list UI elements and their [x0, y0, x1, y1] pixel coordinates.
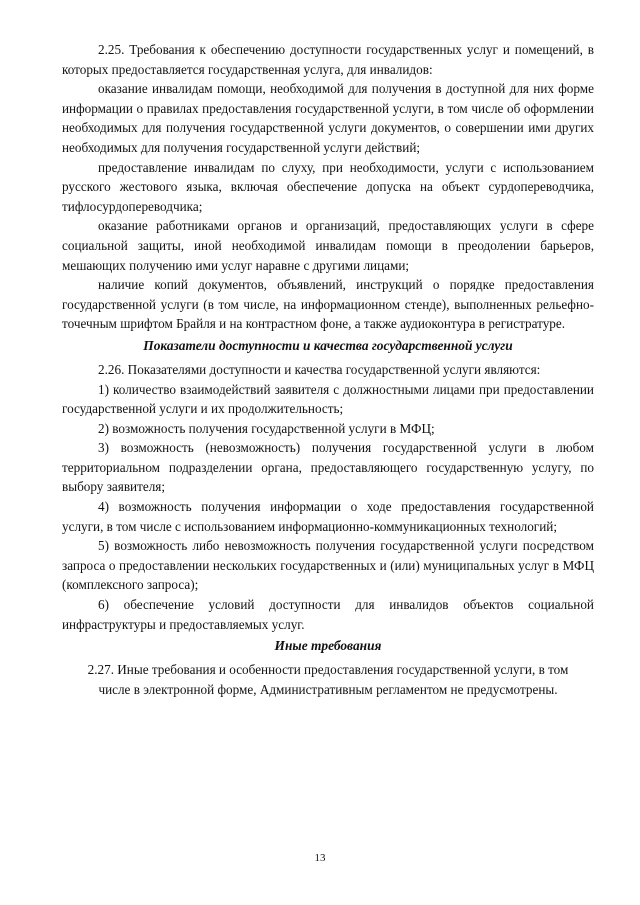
- indicator-item: 3) возможность (невозможность) получения государственной услуги в любом территориальном подразделении органа, предоставляющего государственную услугу, по выбору заявителя;: [62, 440, 594, 495]
- requirement-item: наличие копий документов, объявлений, инструкций о порядке предоставления государственной услуги (в том числе, на информационном стенде), выполненных рельефно-точечным шрифтом Брайля и на контрастном фоне, а также аудиоконтура в регистратуре.: [62, 277, 594, 332]
- indicator-item: 5) возможность либо невозможность получения государственной услуги посредством запроса о предоставлении нескольких государственных и (или) муниципальных услуг в МФЦ (комплексного запроса);: [62, 538, 594, 593]
- indicators-section-title: Показатели доступности и качества государственной услуги: [143, 337, 513, 353]
- section-2-27-text: 2.27. Иные требования и особенности предоставления государственной услуги, в том числе в электронной форме, Административным регламентом не предусмотрены.: [87, 662, 569, 697]
- document-page: [62, 40, 594, 699]
- indicator-item: 4) возможность получения информации о ходе предоставления государственной услуги, в том числе с использованием информационно-коммуникационных технологий;: [62, 499, 594, 534]
- page-number: 13: [314, 852, 326, 864]
- other-requirements-title: Иные требования: [274, 638, 382, 654]
- indicator-item: 6) обеспечение условий доступности для инвалидов объектов социальной инфраструктуры и предоставляемых услуг.: [62, 597, 594, 632]
- indicator-item: 2) возможность получения государственной услуги в МФЦ;: [98, 420, 435, 436]
- requirement-item: оказание инвалидам помощи, необходимой для получения в доступной для них форме информации о правилах предоставления государственной услуги, в том числе об оформлении необходимых для получения государственной услуги документов, о совершении ими других необходимых для получения государственной услуги действий;: [62, 81, 594, 155]
- requirement-item: предоставление инвалидам по слуху, при необходимости, услуги с использованием русского жестового языка, включая обеспечение допуска на объект сурдопереводчика, тифлосурдопереводчика;: [62, 159, 594, 214]
- requirement-item: оказание работниками органов и организаций, предоставляющих услуги в сфере социальной защиты, иной необходимой инвалидам помощи в преодолении барьеров, мешающих получению ими услуг наравне с другими лицами;: [62, 218, 594, 273]
- section-2-26-intro: 2.26. Показателями доступности и качества государственной услуги являются:: [98, 361, 541, 377]
- section-2-25-heading: 2.25. Требования к обеспечению доступности государственных услуг и помещений, в которых предоставляется государственная услуга, для инвалидов:: [62, 42, 594, 77]
- indicator-item: 1) количество взаимодействий заявителя с должностными лицами при предоставлении государственной услуги и их продолжительность;: [62, 381, 594, 417]
